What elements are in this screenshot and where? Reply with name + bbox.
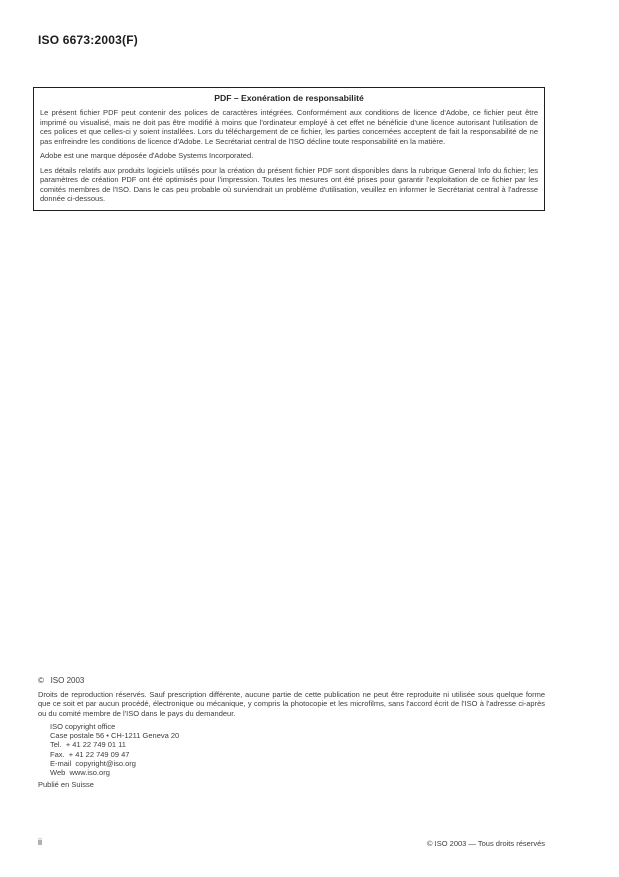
address-line-tel: Tel. + 41 22 749 01 11	[50, 740, 126, 750]
published-in-switzerland: Publié en Suisse	[38, 780, 94, 789]
disclaimer-paragraph: Le présent fichier PDF peut contenir des polices de caractères intégrées. Conformément aux conditions de licence d'Adobe, ce fichier peut être imprimé ou visualisé, mais ne doit pas être modifié à moins que l'ordinateur employé à cet effet ne bénéficie d'une licence autorisant l'utilisation de ces polices et que celles-ci y soient installées. Lors du téléchargement de ce fichier, les parties concernées acceptent de fait la responsabilité de ne pas enfreindre les conditions de licence d'Adobe. Le Secrétariat central de l'ISO décline toute responsabilité en la matière.	[40, 108, 538, 146]
address-line-fax: Fax. + 41 22 749 09 47	[50, 749, 130, 759]
rights-reserved-text: Droits de reproduction réservés. Sauf prescription différente, aucune partie de cette publication ne peut être reproduite ni utilisée sous quelque forme que ce soit et par aucun procédé, électronique ou mécanique, y compris la photocopie et les microfilms, sans l'accord écrit de l'ISO à l'adresse ci-après ou du comité membre de l'ISO dans le pays du demandeur.	[38, 690, 545, 718]
page-number: ii	[38, 837, 42, 847]
pdf-disclaimer-box	[33, 87, 545, 211]
doc-reference: ISO 6673:2003(F)	[38, 33, 138, 47]
disclaimer-title: PDF – Exonération de responsabilité	[214, 93, 364, 103]
address-line-email: E-mail copyright@iso.org	[50, 758, 136, 768]
iso-address-block	[50, 722, 179, 777]
address-line-postal: Case postale 56 • CH-1211 Geneva 20	[50, 731, 180, 741]
disclaimer-paragraph: Adobe est une marque déposée d'Adobe Systems Incorporated.	[40, 151, 254, 160]
copyright-notice: © ISO 2003	[38, 676, 85, 685]
footer-copyright: © ISO 2003 — Tous droits réservés	[427, 839, 545, 848]
disclaimer-paragraph: Les détails relatifs aux produits logiciels utilisés pour la création du présent fichier PDF sont disponibles dans la rubrique General Info du fichier; les paramètres de création PDF ont été optimisés pour l'impression. Toutes les mesures ont été prises pour garantir l'exploitation de ce fichier par les comités membres de l'ISO. Dans le cas peu probable où surviendrait un problème d'utilisation, veuillez en informer le Secrétariat central à l'adresse donnée ci-dessous.	[40, 165, 538, 203]
address-line-web: Web www.iso.org	[50, 768, 110, 778]
address-line-office: ISO copyright office	[50, 722, 116, 731]
